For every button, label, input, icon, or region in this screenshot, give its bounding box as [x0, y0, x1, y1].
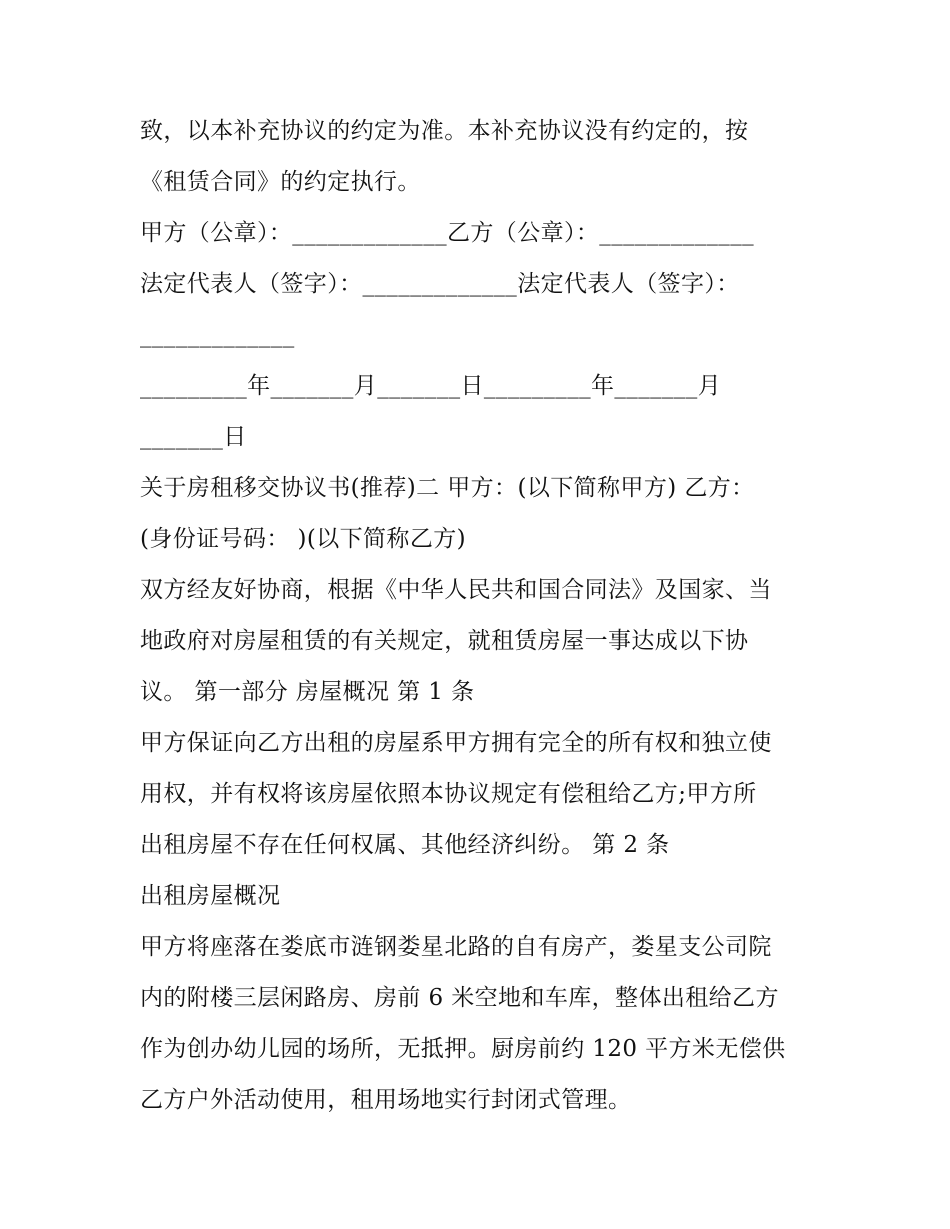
- signature-line-representative: 法定代表人（签字）：_____________法定代表人（签字）：: [140, 271, 740, 297]
- text-line: 甲方将座落在娄底市涟钢娄星北路的自有房产，娄星支公司院: [140, 934, 772, 960]
- signature-blank: _____________: [140, 322, 295, 348]
- signature-line-seal: 甲方（公章）：_____________乙方（公章）：_____________: [140, 220, 754, 246]
- text-line: 乙方户外活动使用，租用场地实行封闭式管理。: [140, 1087, 632, 1113]
- date-line: _________年_______月_______日_________年_______月: [140, 373, 722, 399]
- text-line: 出租房屋不存在任何权属、其他经济纠纷。 第 2 条: [140, 832, 670, 858]
- document-body: [140, 106, 820, 1126]
- text-line: 甲方保证向乙方出租的房屋系甲方拥有完全的所有权和独立使: [140, 730, 772, 756]
- text-line: 内的附楼三层闲路房、房前 6 米空地和车库，整体出租给乙方: [140, 985, 779, 1011]
- text-line: 用权，并有权将该房屋依照本协议规定有偿租给乙方;甲方所: [140, 781, 757, 807]
- date-line-continued: _______日: [140, 424, 247, 450]
- text-line: 致，以本补充协议的约定为准。本补充协议没有约定的，按: [140, 118, 749, 144]
- text-line: (身份证号码： )(以下简称乙方): [140, 526, 467, 552]
- subsection-title: 出租房屋概况: [140, 883, 281, 909]
- text-line: 《租赁合同》的约定执行。: [140, 169, 421, 195]
- text-line: 双方经友好协商，根据《中华人民共和国合同法》及国家、当: [140, 577, 772, 603]
- text-line: 地政府对房屋租赁的有关规定，就租赁房屋一事达成以下协: [140, 628, 749, 654]
- section-title: 关于房租移交协议书(推荐)二 甲方：(以下简称甲方) 乙方：: [140, 475, 755, 501]
- text-line: 议。 第一部分 房屋概况 第 1 条: [140, 679, 475, 705]
- text-line: 作为创办幼儿园的场所，无抵押。厨房前约 120 平方米无偿供: [140, 1036, 786, 1062]
